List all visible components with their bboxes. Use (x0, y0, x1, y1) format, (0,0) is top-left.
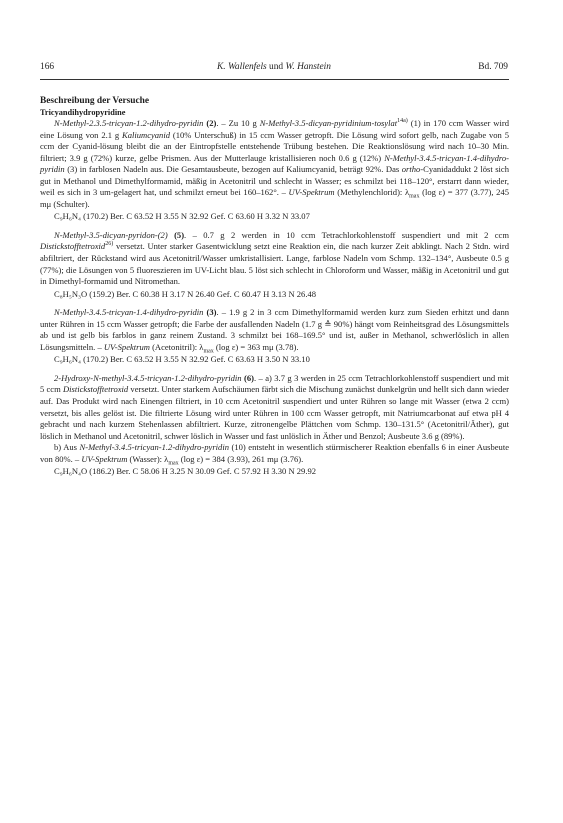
text-italic: ortho (401, 164, 421, 175)
compound-name: N-Methyl-2.3.5-tricyan-1.2-dihydro-pyridin (54, 118, 204, 128)
footnote-ref: 26) (105, 241, 114, 248)
elemental-analysis: C₈H₅N₃O (159.2) Ber. C 60.38 H 3.17 N 26.40 Gef. C 60.47 H 3.13 N 26.48 (54, 288, 317, 299)
text: . – Zu 10 g (216, 118, 260, 128)
reagent-name: Distickstofftetroxid (40, 241, 106, 252)
compound-number: (6) (244, 372, 254, 383)
compound-number: (3) (206, 307, 217, 318)
compound-name: 2-Hydroxy-N-methyl-3.4.5-tricyan-1.2-dihydro-pyridin (54, 372, 242, 383)
text: . – 0.7 g 2 werden in 10 ccm Tetrachlorkohlenstoff suspendiert und mit 2 ccm (184, 229, 509, 240)
compound-name: N-Methyl-3.4.5-tricyan-1.4-dihydro-pyridin (54, 307, 204, 318)
section-title: Beschreibung der Versuche (40, 96, 150, 106)
subscript-max: max (168, 460, 179, 467)
text: (10% Unterschuß) in 15 ccm Wasser getropft. Die Lösung wird sofort gelb, nach Zugabe von 5 ccm der Cyanid-lösung bleibt die an der Eintropfstelle entstehende Trübung bestehen. Die Reaktionslösung wird nach 10–30 Min. filtriert; 3.9 g (72%) kurze, gelbe Prismen. Aus der Mutterlauge kristallisieren noch 0.6 g (12%) (40, 129, 509, 163)
procedure-paragraph-2 (40, 118, 509, 210)
uv-label: UV-Spektrum (288, 187, 335, 198)
author-1: K. Wallenfels (217, 62, 267, 72)
text: versetzt. Unter starkem Aufschäumen färbt sich die Mischung zunächst dunkelgrün und hellt sich dann wieder auf. Das Produkt wird nach Einengen filtriert, in 10 ccm Acetonitril suspendiert und unter Rühren so lange mit Wasser (etwa 2 ccm) versetzt, bis alles gelöst ist. Die filtrierte Lösung wird unter Rühren in 100 ccm Wasser getropft, mit Natriumcarbonat auf etwa pH 4 gebracht und nach kurzem Stehenlassen abfiltriert. Kurze, zitronengelbe Plättchen vom Schmp. 130–131.5° (Acetonitril/Äther), gut löslich in Methanol und Acetonitril, schwer löslich in Wasser und fast unlöslich in Äther und Benzol; Ausbeute 3.6 g (89%). (40, 384, 509, 441)
text: (3) in farblosen Nadeln aus. Die Gesamtausbeute, bezogen auf Kaliumcyanid, beträgt 92%. Das (64, 164, 402, 175)
compound-number: (5) (174, 229, 185, 240)
text: (Acetonitril): λ (149, 341, 204, 352)
compound-number: (2) (206, 118, 217, 128)
procedure-paragraph-6 (40, 373, 509, 442)
procedure-paragraph-5 (40, 230, 509, 288)
text: versetzt. Unter starker Gasentwicklung setzt eine Reaktion ein, die nach kurzer Zeit abklingt. Nach 2 Stdn. wird abfiltriert, der Rückstand wird aus Acetonitril/Wasser umkristallisiert. Lange, farblose Nadeln vom Schmp. 132–134°, Ausbeute 0.5 g (77%); die Lösungen von 5 fluoreszieren im UV-Licht blau. 5 löst sich schlecht in Chloroform und Wasser, mäßig in Acetonitril und gut in Dimethyl-formamid und Nitromethan. (40, 241, 509, 287)
text: (Wasser): λ (127, 453, 169, 464)
procedure-paragraph-6b (40, 442, 509, 465)
header-rule (40, 79, 509, 80)
reagent-name: Distickstofftetroxid (62, 384, 129, 395)
text: (log ε) = 363 mμ (3.78). (213, 341, 299, 352)
article-body (40, 95, 509, 485)
page-header (40, 62, 508, 76)
text: (log ε) = 377 (3.77), 245 mμ (Schulter). (40, 187, 510, 209)
text: (10) entsteht in wesentlich stürmischerer Reaktion ebenfalls 6 in einer Ausbeute von 80%. – (40, 442, 509, 464)
compound-name: N-Methyl-3.4.5-tricyan-1.4-dihydro-pyridin (40, 152, 509, 175)
footnote-ref: 14a) (397, 118, 408, 125)
compound-name: N-Methyl-3.5-dicyan-pyridon-(2) (54, 229, 168, 240)
author-conjunction: und (269, 62, 284, 72)
compound-name: N-Methyl-3.4.5-tricyan-1.2-dihydro-pyridin (79, 442, 229, 453)
elemental-analysis: C₉H₆N₄ (170.2) Ber. C 63.52 H 3.55 N 32.92 Gef. C 63.60 H 3.32 N 33.07 (54, 211, 310, 222)
subsection-title: Tricyandihydropyridine (40, 108, 126, 117)
text: -Cyanidaddukt 2 löst sich gut in Methanol und Dimethylformamid, mäßig in Acetonitril und schlecht in Wasser; es schmilzt bei 118–120°, erstarrt dann wieder, weil es sich in 3 um-gelagert hat, und schmilzt erneut bei 160–162°. – (40, 164, 509, 198)
author-2: W. Hanstein (285, 62, 331, 72)
page-number: 166 (40, 62, 55, 72)
text: . – 1.9 g 2 in 3 ccm Dimethylformamid werden kurz zum Sieden erhitzt und dann unter Rühren in 15 ccm Wasser getropft; die Farbe der ausfallenden Nadeln (1.7 g ≙ 90%) hängt vom Reinheitsgrad des Lösungsmittels ab und ist gelb bis farblos in ganz reinem Zustand. 3 schmilzt bei 168–169.5° und ist, außer in Methanol, schwerlöslich in allen Lösungsmitteln. – (40, 307, 509, 352)
procedure-paragraph-3 (40, 307, 509, 353)
reagent-name: Kaliumcyanid (122, 129, 170, 140)
text: (log ε) = 384 (3.93), 261 mμ (3.76). (178, 453, 304, 464)
running-head-authors (40, 62, 508, 72)
reagent-name: N-Methyl-3.5-dicyan-pyridinium-tosylat (259, 118, 398, 128)
text: . – a) 3.7 g 3 werden in 25 ccm Tetrachlorkohlenstoff suspendiert und mit 5 ccm (40, 372, 509, 395)
volume-number: Bd. 709 (478, 62, 508, 72)
text: (1) in 170 ccm Wasser wird eine Lösung von 2.1 g (40, 118, 509, 140)
elemental-analysis: C₉H₆N₄O (186.2) Ber. C 58.06 H 3.25 N 30.09 Gef. C 57.92 H 3.30 N 29.92 (54, 466, 317, 477)
subscript-max: max (409, 193, 420, 200)
uv-label: UV-Spektrum (103, 341, 150, 352)
elemental-analysis: C₉H₆N₄ (170.2) Ber. C 63.52 H 3.55 N 32.92 Gef. C 63.63 H 3.50 N 33.10 (54, 354, 310, 365)
text: (Methylenchlorid): λ (334, 187, 410, 198)
subscript-max: max (203, 348, 214, 355)
uv-label: UV-Spektrum (81, 453, 128, 464)
text: b) Aus (54, 442, 80, 453)
